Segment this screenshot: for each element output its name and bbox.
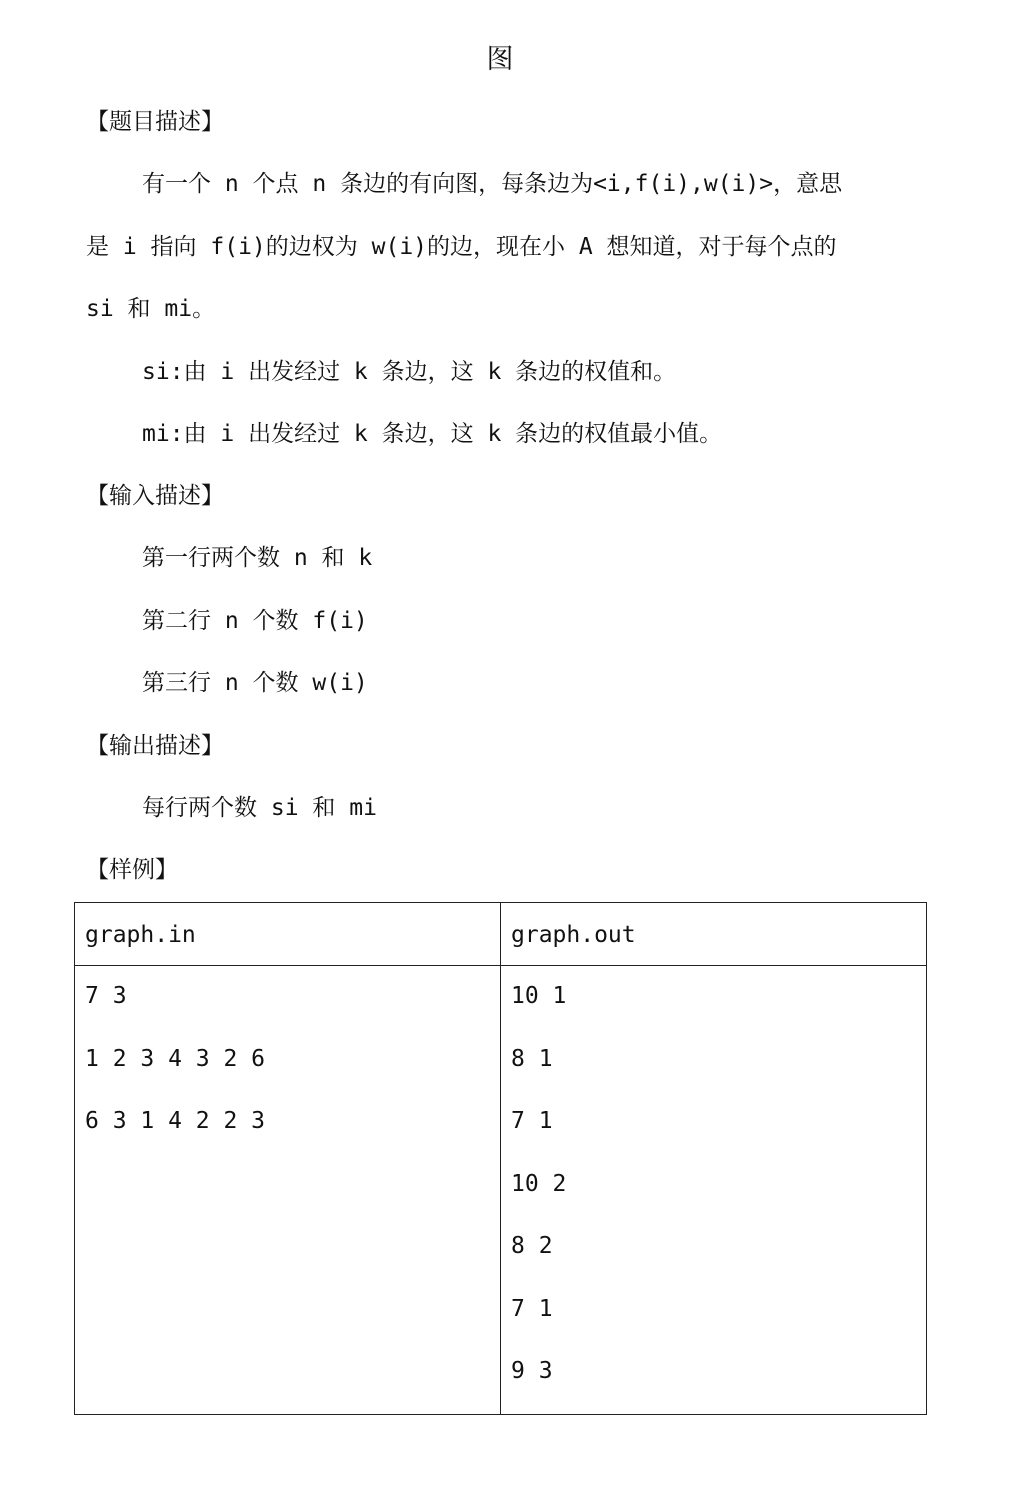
mi-definition: mi:由 i 出发经过 k 条边，这 k 条边的权值最小值。 bbox=[142, 421, 723, 447]
sample-input-line: 7 3 bbox=[85, 983, 127, 1009]
input-line-2: 第二行 n 个数 f(i) bbox=[142, 608, 368, 634]
sample-output-header-cell bbox=[501, 903, 927, 966]
sample-output-line: 8 1 bbox=[511, 1045, 553, 1072]
sample-table bbox=[74, 902, 927, 1415]
si-definition: si:由 i 出发经过 k 条边，这 k 条边的权值和。 bbox=[142, 359, 677, 385]
input-heading: 【输入描述】 bbox=[86, 483, 224, 509]
sample-output-line: 10 1 bbox=[511, 983, 567, 1009]
sample-input-line: 6 3 1 4 2 2 3 bbox=[85, 1108, 266, 1134]
sample-output-header: graph.out bbox=[511, 922, 636, 948]
sample-output-cell bbox=[501, 966, 927, 1415]
output-line: 每行两个数 si 和 mi bbox=[142, 795, 377, 821]
sample-output-line: 7 1 bbox=[511, 1108, 553, 1134]
sample-table-body-row bbox=[75, 966, 927, 1415]
description-line-1: 有一个 n 个点 n 条边的有向图，每条边为<i,f(i),w(i)>，意思 bbox=[142, 171, 843, 197]
sample-heading: 【样例】 bbox=[86, 857, 178, 883]
output-heading: 【输出描述】 bbox=[86, 733, 224, 759]
sample-output-line: 8 2 bbox=[511, 1233, 553, 1259]
sample-input-header: graph.in bbox=[85, 922, 196, 948]
sample-input-line: 1 2 3 4 3 2 6 bbox=[85, 1045, 266, 1072]
input-line-3: 第三行 n 个数 w(i) bbox=[142, 670, 368, 696]
document-title: 图 bbox=[486, 44, 514, 75]
description-line-2: 是 i 指向 f(i)的边权为 w(i)的边，现在小 A 想知道，对于每个点的 bbox=[86, 234, 837, 260]
description-line-3: si 和 mi。 bbox=[86, 296, 216, 322]
sample-table-header-row bbox=[75, 903, 927, 966]
sample-input-cell bbox=[75, 966, 501, 1415]
input-line-1: 第一行两个数 n 和 k bbox=[142, 545, 373, 571]
sample-output-line: 7 1 bbox=[511, 1295, 553, 1322]
sample-output-line: 9 3 bbox=[511, 1358, 553, 1384]
sample-output-line: 10 2 bbox=[511, 1170, 567, 1197]
description-heading: 【题目描述】 bbox=[86, 109, 224, 135]
sample-input-header-cell bbox=[75, 903, 501, 966]
